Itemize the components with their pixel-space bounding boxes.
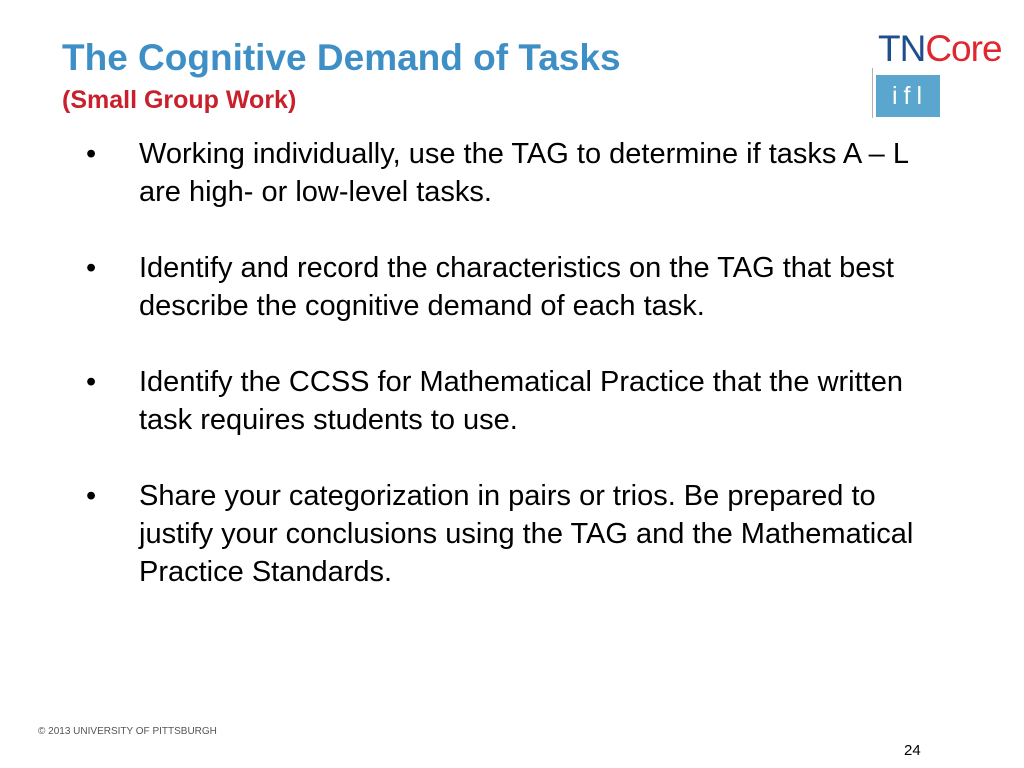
tncore-wordmark — [878, 28, 1002, 70]
slide-title: The Cognitive Demand of Tasks — [62, 37, 621, 78]
ifl-badge — [876, 75, 940, 117]
logo-core-text: Core — [925, 28, 1002, 69]
bullet-item — [86, 477, 916, 591]
bullet-text: Identify the CCSS for Mathematical Practice that the written task requires students to use. — [139, 366, 903, 436]
page-number: 24 — [904, 742, 921, 759]
bullet-marker: • — [86, 252, 97, 284]
bullet-item — [86, 363, 916, 439]
bullet-item — [86, 249, 916, 325]
copyright-footer: © 2013 UNIVERSITY OF PITTSBURGH — [38, 726, 217, 737]
bullet-marker: • — [86, 480, 97, 512]
tncore-ifl-logo — [872, 28, 1012, 128]
ifl-text: ifl — [892, 82, 929, 110]
bullet-marker: • — [86, 366, 97, 398]
bullet-list — [86, 135, 916, 629]
bullet-item — [86, 135, 916, 211]
logo-tn-text: TN — [878, 28, 926, 69]
slide-subtitle: (Small Group Work) — [62, 86, 297, 114]
bullet-text: Share your categorization in pairs or trios. Be prepared to justify your conclusions using the TAG and the Mathematical Practice Standards. — [139, 480, 914, 588]
bullet-text: Identify and record the characteristics on the TAG that best describe the cognitive demand of each task. — [139, 252, 894, 322]
bullet-marker: • — [86, 138, 97, 170]
bullet-text: Working individually, use the TAG to determine if tasks A – L are high- or low-level tasks. — [139, 138, 908, 208]
logo-divider-line — [872, 68, 873, 118]
